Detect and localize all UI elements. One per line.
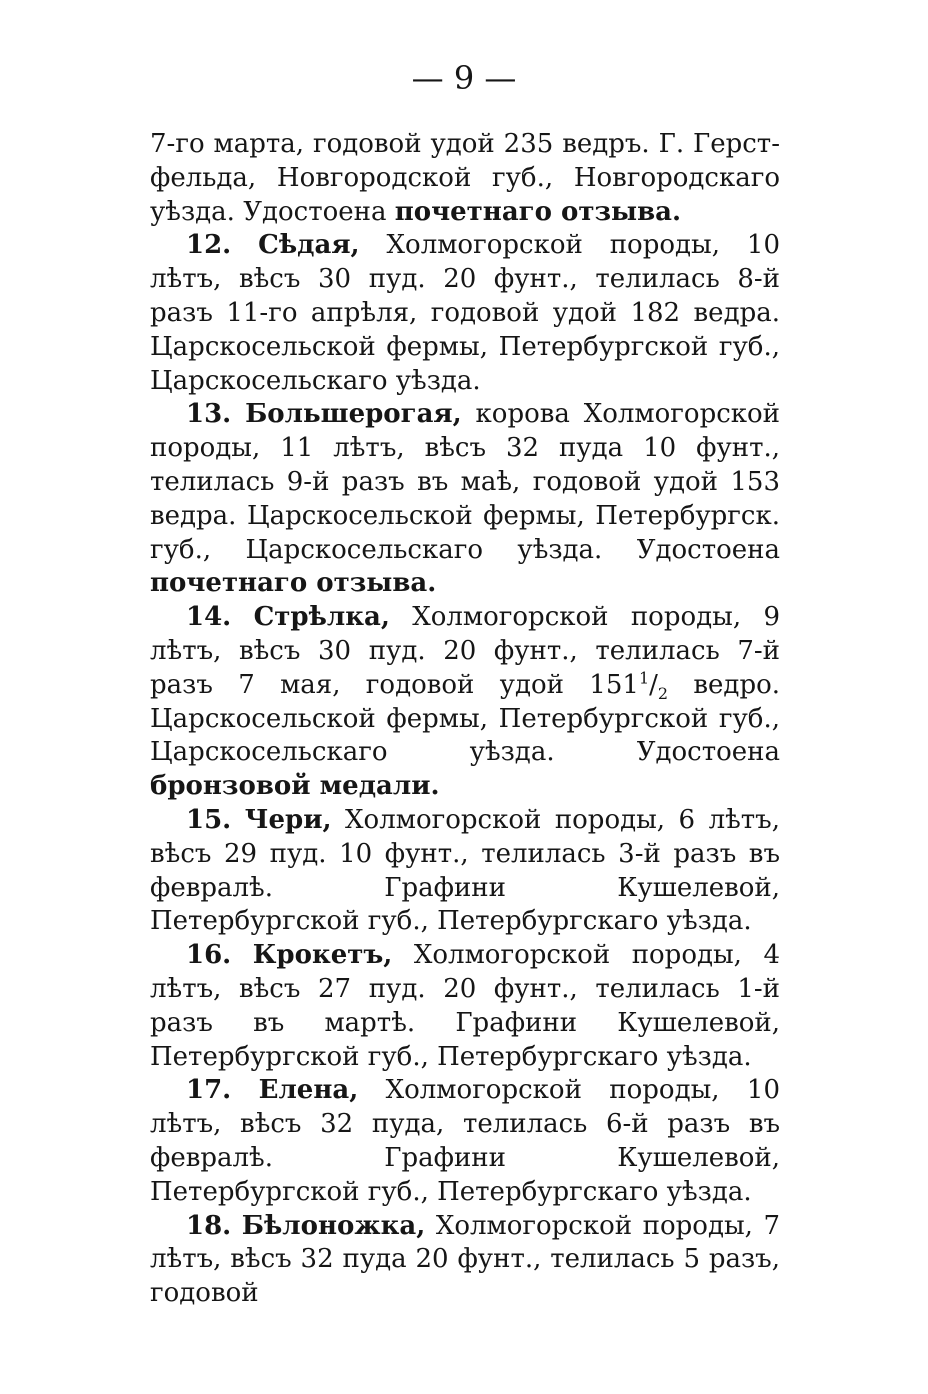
entry-name: Стрѣлка, xyxy=(253,602,390,633)
fraction-separator: / xyxy=(649,669,658,700)
award: бронзовой медали. xyxy=(150,771,440,802)
entry-number: 18. xyxy=(186,1210,232,1241)
entry-text: Холмогорской породы, 10 лѣтъ, вѣсъ 32 пуда, телилась 6-й разъ въ февралѣ. Графини Кушелевой, Петербургской губ., Петербургскаго уѣзда. xyxy=(150,1075,780,1207)
entry-text: Холмогорской породы, 4 лѣтъ, вѣсъ 27 пуд. 20 фунт., телилась 1-й разъ въ мартѣ. Графини Кушелевой, Петербургской губ., Петербургскаго уѣзда. xyxy=(150,940,780,1072)
entry-17 xyxy=(150,1074,780,1209)
entry-name: Елена, xyxy=(258,1075,359,1106)
entry-name: Крокетъ, xyxy=(252,940,393,971)
entry-text: Холмогорской породы, 9 лѣтъ, вѣсъ 30 пуд. 20 фунт., телилась 7-й разъ 7 мая, годовой удой 151 xyxy=(150,602,780,700)
entry-number: 15. xyxy=(186,804,232,835)
entry-16 xyxy=(150,939,780,1074)
entry-number: 13. xyxy=(186,399,232,430)
entry-12 xyxy=(150,229,780,398)
entry-text: корова Холмогорской породы, 11 лѣтъ, вѣсъ 32 пуда 10 фунт., телилась 9-й разъ въ маѣ, годовой удой 153 ведра. Царскосельской фермы, Петербургск. губ., Царскосельскаго уѣзда. Удостоена xyxy=(150,399,781,565)
entry-name: Сѣдая, xyxy=(258,230,360,261)
entry-14 xyxy=(150,601,780,804)
award: почетнаго отзыва. xyxy=(394,196,682,227)
entry-text: Холмогорской породы, 7 лѣтъ, вѣсъ 32 пуда 20 фунт., телилась 5 разъ, годовой xyxy=(150,1210,780,1309)
entry-number: 16. xyxy=(186,940,232,971)
entry-text: 7-го марта, годовой удой 235 ведръ. Г. Герстфельда, Новгородской губ., Новгородскаго уѣзда. Удостоена xyxy=(150,129,780,227)
text-body xyxy=(150,128,780,1311)
continuation-paragraph xyxy=(150,128,780,229)
entry-13 xyxy=(150,398,780,601)
entry-18 xyxy=(150,1210,780,1311)
fraction-denominator: 2 xyxy=(657,683,669,703)
entry-name: Бѣлоножка, xyxy=(241,1210,426,1241)
fraction-numerator: 1 xyxy=(638,668,650,688)
entry-text: Холмогорской породы, 10 лѣтъ, вѣсъ 30 пуд. 20 фунт., телилась 8-й разъ 11-го апрѣля, годовой удой 182 ведра. Царскосельской фермы, Петербургской губ., Царскосельскаго уѣзда. xyxy=(150,230,780,396)
entry-text: Холмогорской породы, 6 лѣтъ, вѣсъ 29 пуд. 10 фунт., телилась 3-й разъ въ февралѣ. Графини Кушелевой, Петербургской губ., Петербургскаго уѣзда. xyxy=(150,804,780,937)
entry-number: 14. xyxy=(186,602,232,633)
entry-15 xyxy=(150,804,780,939)
entry-number: 17. xyxy=(186,1075,232,1106)
entry-name: Чери, xyxy=(244,804,332,835)
award: почетнаго отзыва. xyxy=(150,568,437,599)
page-number: — 9 — xyxy=(411,59,517,97)
entry-name: Большерогая, xyxy=(245,399,462,430)
entry-text: ведро. Царскосельской фермы, Петербургской губ., Царскосельскаго уѣзда. Удостоена xyxy=(150,669,781,768)
entry-number: 12. xyxy=(186,230,232,261)
